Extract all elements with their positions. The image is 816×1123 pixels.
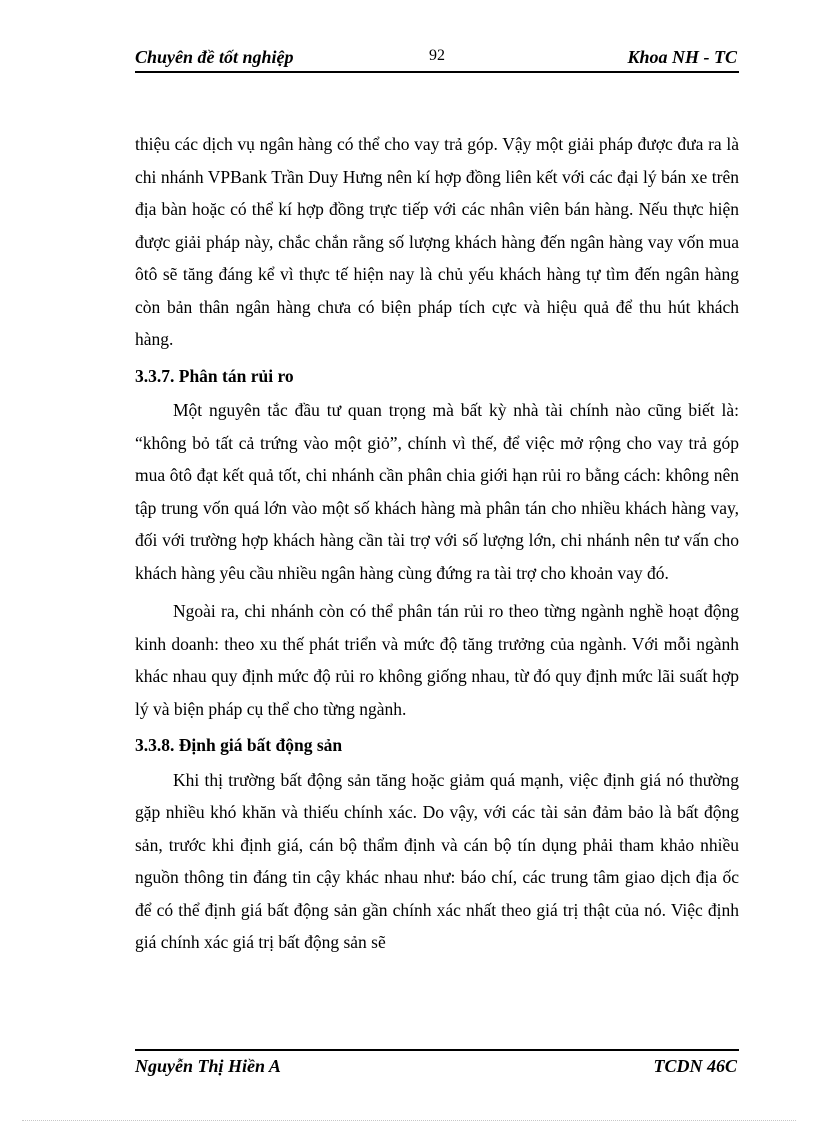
document-body <box>135 128 739 959</box>
page-header <box>135 47 739 73</box>
paragraph-risk-industry: Ngoài ra, chi nhánh còn có thể phân tán rủi ro theo từng ngành nghề hoạt động kinh doanh: theo xu thế phát triển và mức độ tăng trưởng của ngành. Với mỗi ngành khác nhau quy định mức độ rủi ro không giống nhau, từ đó quy định mức lãi suất hợp lý và biện pháp cụ thể cho từng ngành. <box>135 601 739 719</box>
paragraph-continuation: thiệu các dịch vụ ngân hàng có thể cho vay trả góp. Vậy một giải pháp được đưa ra là chi nhánh VPBank Trần Duy Hưng nên kí hợp đồng liên kết với các đại lý bán xe trên địa bàn hoặc có thể kí hợp đồng trực tiếp với các nhân viên bán hàng. Nếu thực hiện được giải pháp này, chắc chắn rằng số lượng khách hàng đến ngân hàng vay vốn mua ôtô sẽ tăng đáng kể vì thực tế hiện nay là chủ yếu khách hàng tự tìm đến ngân hàng còn bản thân ngân hàng chưa có biện pháp tích cực và hiệu quả để thu hút khách hàng. <box>135 134 739 349</box>
section-heading-real-estate-valuation: 3.3.8. Định giá bất động sản <box>135 735 343 755</box>
header-faculty: Khoa NH - TC <box>627 47 737 67</box>
section-heading-risk-diversification: 3.3.7. Phân tán rủi ro <box>135 365 294 386</box>
paragraph-real-estate: Khi thị trường bất động sản tăng hoặc giảm quá mạnh, việc định giá nó thường gặp nhiều khó khăn và thiếu chính xác. Do vậy, với các tài sản đảm bảo là bất động sản, trước khi định giá, cán bộ thẩm định và cán bộ tín dụng phải tham khảo nhiều nguồn thông tin đáng tin cậy khác nhau như: báo chí, các trung tâm giao dịch địa ốc để có thể định giá bất động sản gần chính xác nhất theo giá trị thật của nó. Việc định giá chính xác giá trị bất động sản sẽ <box>135 769 739 952</box>
page-bottom-edge <box>22 1120 796 1121</box>
page-number: 92 <box>429 47 445 64</box>
paragraph-risk-principle: Một nguyên tắc đầu tư quan trọng mà bất kỳ nhà tài chính nào cũng biết là: “không bỏ tất cả trứng vào một giỏ”, chính vì thế, để việc mở rộng cho vay trả góp mua ôtô đạt kết quả tốt, chi nhánh cần phân chia giới hạn rủi ro bằng cách: không nên tập trung vốn quá lớn vào một số khách hàng mà phân tán cho nhiều khách hàng vay, đối với trường hợp khách hàng cần tài trợ với số lượng lớn, chi nhánh nên tư vấn cho khách hàng yêu cầu nhiều ngân hàng cùng đứng ra tài trợ cho khoản vay đó. <box>135 400 739 583</box>
footer-class: TCDN 46C <box>653 1056 737 1076</box>
footer-author: Nguyễn Thị Hiền A <box>135 1056 281 1076</box>
page-footer <box>135 1049 739 1079</box>
header-thesis-title: Chuyên đề tốt nghiệp <box>135 47 294 67</box>
